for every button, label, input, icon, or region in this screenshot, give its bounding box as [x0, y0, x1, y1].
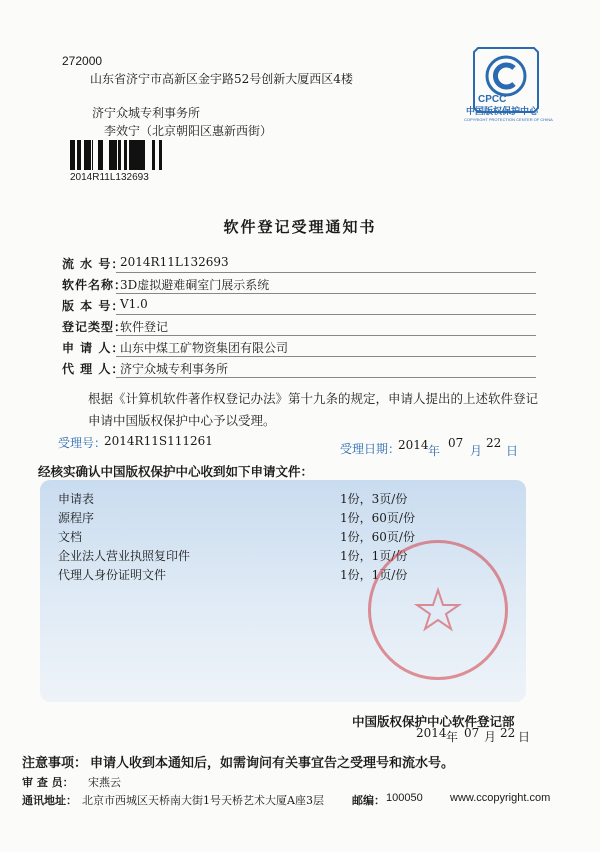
contact-address: 北京市西城区天桥南大街1号天桥艺术大厦A座3层: [82, 794, 324, 807]
issue-year-unit: 年: [446, 730, 459, 744]
body-text: 根据《计算机软件著作权登记办法》第十九条的规定，申请人提出的上述软件登记申请中国版权保护中心予以受理。: [88, 391, 539, 428]
receipt-year: 2014: [398, 438, 429, 452]
receipt-day: 22: [486, 436, 502, 450]
confirm-text: 经核实确认中国版权保护中心收到如下申请文件：: [38, 464, 314, 479]
receipt-month: 07: [448, 436, 464, 450]
contact-website: www.ccopyright.com: [450, 792, 551, 804]
agency-name: 济宁众城专利事务所: [92, 106, 201, 120]
document-count: 1份，1页/份: [340, 568, 408, 582]
field-label: 软件名称：: [62, 278, 128, 292]
field-label: 流 水 号：: [62, 257, 125, 271]
document-name: 代理人身份证明文件: [58, 568, 167, 582]
field-label: 代 理 人：: [62, 362, 125, 376]
field-row: [62, 294, 536, 315]
field-value: 软件登记: [120, 320, 169, 334]
document-name: 文档: [58, 530, 83, 544]
reviewer-name: 宋燕云: [88, 776, 121, 789]
recipient-person: 李效宁（北京朝阳区惠新西街）: [104, 124, 273, 138]
receipt-date-label: 受理日期：: [340, 442, 401, 456]
cpcc-logo-name: CPCC: [478, 94, 507, 105]
field-row: [62, 252, 536, 273]
field-value: 3D虚拟避难硐室门展示系统: [120, 278, 270, 292]
issue-month: 07: [464, 726, 480, 740]
contact-postcode: 100050: [386, 792, 423, 804]
document-title: 软件登记受理通知书: [223, 218, 377, 236]
receipt-number: 2014R11S111261: [104, 434, 213, 448]
receipt-year-unit: 年: [428, 444, 441, 458]
field-value: V1.0: [120, 297, 148, 311]
notice-text: 申请人收到本通知后，如需询问有关事宜告之受理号和流水号。: [90, 756, 455, 771]
field-label: 版 本 号：: [62, 299, 125, 313]
document-count: 1份，3页/份: [340, 492, 408, 506]
document-count: 1份，60页/份: [340, 511, 415, 525]
receipt-day-unit: 日: [506, 444, 519, 458]
document-name: 申请表: [58, 492, 95, 506]
field-row: [62, 315, 536, 336]
issue-day: 22: [500, 726, 516, 740]
field-label: 登记类型：: [62, 320, 128, 334]
document-count: 1份，60页/份: [340, 530, 415, 544]
barcode-number: 2014R11L132693: [70, 172, 149, 183]
seal-star-icon: [371, 543, 505, 677]
field-value: 济宁众城专利事务所: [120, 362, 229, 376]
document-name: 源程序: [58, 511, 95, 525]
contact-postcode-label: 邮编：: [352, 794, 385, 807]
official-seal: [368, 540, 508, 680]
reviewer-label: 审 查 员：: [22, 776, 74, 789]
notice-label: 注意事项：: [22, 756, 88, 771]
cpcc-logo-cn: 中国版权保护中心: [466, 107, 539, 117]
field-label: 申 请 人：: [62, 341, 125, 355]
document-count: 1份，1页/份: [340, 549, 408, 563]
receipt-month-unit: 月: [470, 444, 483, 458]
issue-day-unit: 日: [518, 730, 531, 744]
field-value: 2014R11L132693: [120, 255, 229, 269]
issue-year: 2014: [416, 726, 447, 740]
field-row: [62, 336, 536, 357]
receipt-number-label: 受理号：: [58, 436, 107, 450]
postcode: 272000: [62, 54, 103, 68]
body-paragraph: [88, 388, 538, 432]
field-value: 山东中煤工矿物资集团有限公司: [120, 341, 289, 355]
field-underline: [116, 377, 536, 378]
address-line: 山东省济宁市高新区金宇路52号创新大厦西区4楼: [90, 72, 353, 86]
contact-address-label: 通讯地址：: [22, 794, 77, 807]
issue-month-unit: 月: [484, 730, 497, 744]
barcode: [70, 140, 162, 170]
document-name: 企业法人营业执照复印件: [58, 549, 191, 563]
field-row: [62, 357, 536, 378]
field-row: [62, 273, 536, 294]
issuer: 中国版权保护中心软件登记部: [352, 714, 515, 729]
cpcc-logo-en: COPYRIGHT PROTECTION CENTER OF CHINA: [464, 117, 553, 122]
